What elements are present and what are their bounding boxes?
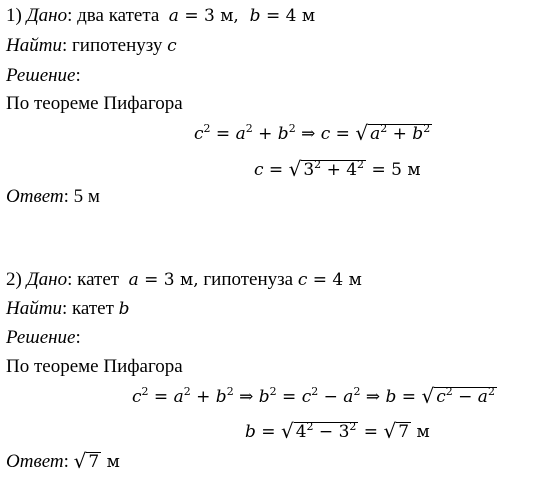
p2-theorem-line <box>6 357 183 376</box>
p2-given-text2: гипотенуза <box>203 269 294 290</box>
p2-find-text: катет <box>71 298 114 319</box>
p2-find-line: Найти: катет b <box>6 298 130 319</box>
p1-answer-value: 5 м <box>73 186 100 207</box>
p1-formula2: c = √ $3^2 + 4^2 = 5$ м <box>254 157 421 181</box>
p1-theorem: По теореме Пифагора <box>6 93 183 114</box>
p1-find-var: c <box>167 36 177 56</box>
p2-given-label: Дано <box>26 269 68 290</box>
p1-solution-label: Решение <box>6 65 76 86</box>
p1-answer-line: Ответ: 5 м <box>6 186 100 207</box>
p1-given-line: 1) Дано: два катета a = 3 м, b = 4 м <box>6 5 316 26</box>
p2-solution-line: Решение: <box>6 327 81 348</box>
p2-given-line: 2) Дано: катет a = 3 м, гипотенуза c = 4 м <box>6 269 362 290</box>
p2-given-text: катет <box>77 269 120 290</box>
p2-solution-label: Решение <box>6 327 76 348</box>
p1-given-math: a = 3 м, b = 4 м <box>168 6 316 26</box>
p2-number: 2) <box>6 269 22 290</box>
p2-given-math1: a = 3 м, <box>128 270 199 290</box>
p2-answer-label: Ответ <box>6 451 64 472</box>
p2-answer-line: Ответ: √ 7 м <box>6 449 120 473</box>
p2-find-label: Найти <box>6 298 62 319</box>
p1-find-label: Найти <box>6 35 62 56</box>
p1-given-text: два катета <box>77 5 160 26</box>
p2-formula2: b = √ $4^2 - 3^2$ = √ 7 м <box>245 419 430 443</box>
p1-solution-line: Решение: <box>6 65 81 86</box>
p1-theorem-line <box>6 94 183 113</box>
p2-formula1: $c^2 = a^2 + b^2$ ⇒ $b^2 = c^2 - a^2$ ⇒ b = √ $c^2 - a^2$ <box>132 384 495 408</box>
p2-find-var: b <box>118 299 130 319</box>
p1-given-label: Дано <box>26 5 68 26</box>
p2-answer-value: √ 7 м <box>73 449 120 473</box>
p1-number: 1) <box>6 5 22 26</box>
p1-find-text: гипотенузу <box>71 35 163 56</box>
p2-theorem: По теореме Пифагора <box>6 356 183 377</box>
p1-formula1: $c^2 = a^2 + b^2$ ⇒ c = √ $a^2 + b^2$ <box>194 121 431 145</box>
p2-given-math2: c = 4 м <box>297 270 362 290</box>
p1-answer-label: Ответ <box>6 186 64 207</box>
p1-find-line: Найти: гипотенузу c <box>6 35 177 56</box>
